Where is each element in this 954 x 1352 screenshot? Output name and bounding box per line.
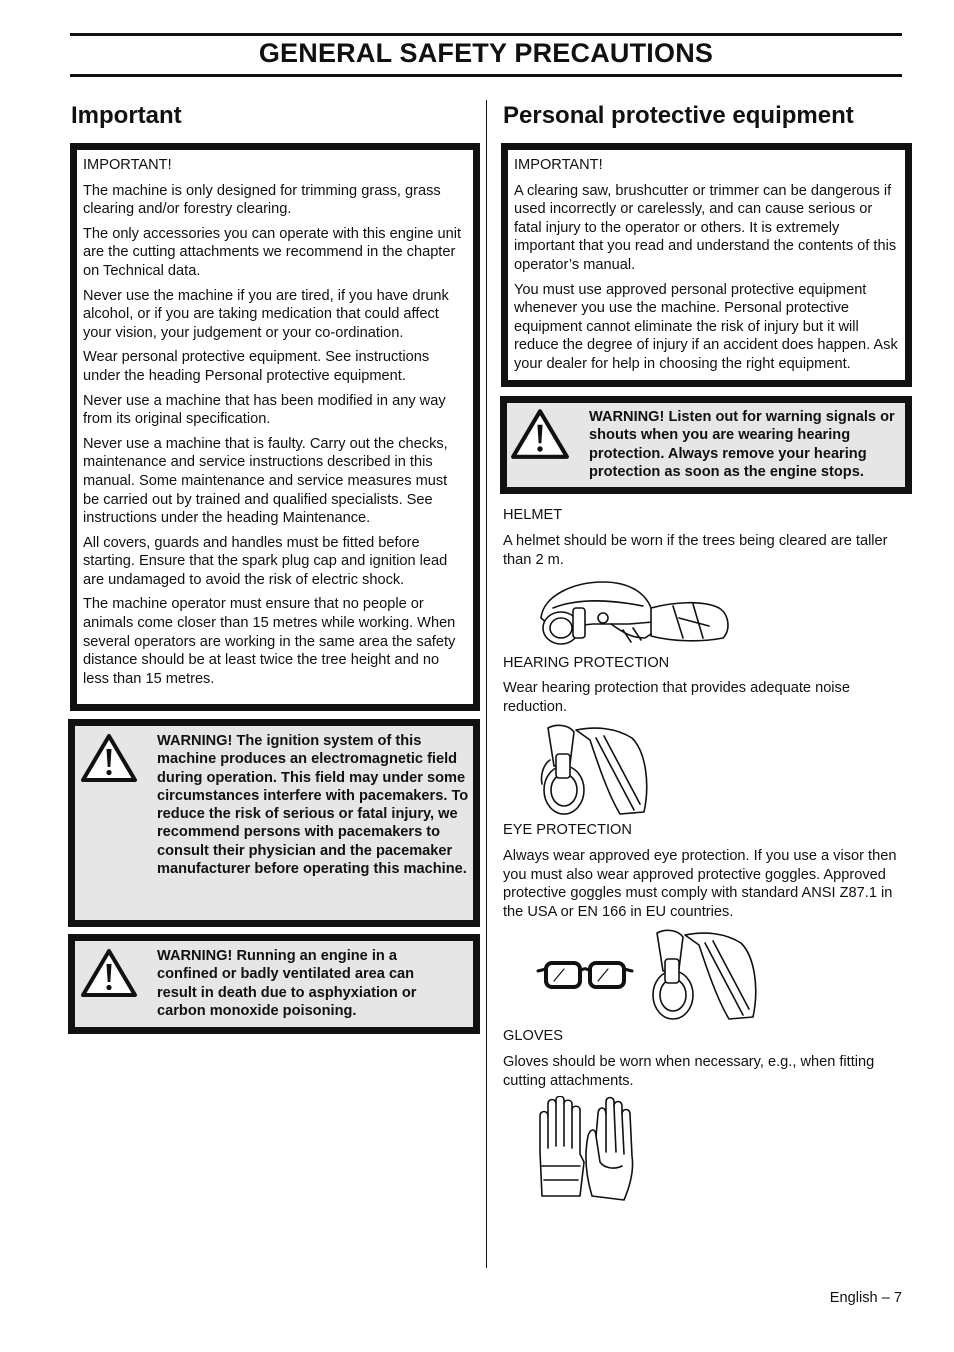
warning-box-pacemaker [68, 719, 480, 927]
warning-triangle-icon [80, 948, 138, 998]
ppe-text-gloves: Gloves should be worn when necessary, e.g., when fitting cutting attachments. [503, 1054, 875, 1089]
ppe-text-helmet: A helmet should be worn if the trees being cleared are taller than 2 m. [503, 533, 888, 568]
important-paragraph: All covers, guards and handles must be fitted before starting. Ensure that the spark plug cap and ignition lead are undamaged to avoid the risk of electric shock. [83, 534, 448, 588]
ppe-label-eye: EYE PROTECTION [503, 822, 632, 838]
ear-muffs-illustration [536, 724, 652, 818]
warning-text: WARNING! Running an engine in a confined or badly ventilated area can result in death due to asphyxiation or carbon monoxide poisoning. [157, 948, 417, 1019]
warning-box-ventilation [68, 934, 480, 1034]
important-box-left [70, 143, 480, 711]
warning-text: WARNING! Listen out for warning signals or shouts when you are wearing hearing protection. Always remove your hearing protection as soon as the engine stops. [589, 409, 895, 480]
important-paragraph: Never use a machine that has been modified in any way from its original specification. [83, 392, 446, 428]
important-label: IMPORTANT! [514, 157, 603, 173]
ppe-label-gloves: GLOVES [503, 1028, 564, 1044]
ppe-label-hearing: HEARING PROTECTION [503, 655, 670, 671]
ppe-text-eye: Always wear approved eye protection. If you use a visor then you must also wear approved protective goggles. Approved protective goggles must comply with standard ANSI Z87.1 in the USA or EN 166 in EU countries. [503, 848, 897, 920]
goggles-illustration [536, 957, 634, 993]
warning-triangle-icon [510, 408, 570, 460]
column-divider [486, 100, 487, 1268]
page-footer: English – 7 [829, 1290, 902, 1306]
header-bottom-rule [70, 74, 902, 77]
important-paragraph: The machine operator must ensure that no people or animals come closer than 15 metres while working. When several operators are working in the same area the safety distance should be at least twice the tree height and no less than 15 metres. [83, 596, 456, 687]
important-box-right [501, 143, 912, 387]
warning-box-hearing [500, 396, 912, 494]
page-title: GENERAL SAFETY PRECAUTIONS [258, 38, 714, 68]
section-heading-important: Important [71, 102, 182, 129]
important-paragraph: Never use a machine that is faulty. Carry out the checks, maintenance and service instructions described in this manual. Some maintenance and service measures must be carried out by trained and qualified specialists. See instructions under the heading Maintenance. [83, 435, 448, 527]
important-paragraph: You must use approved personal protective equipment whenever you use the machine. Personal protective equipment cannot eliminate the risk of injury but it will reduce the degree of injury if an accident does happen. Ask your dealer for help in choosing the right equipment. [514, 281, 898, 372]
gloves-illustration [534, 1096, 644, 1204]
important-paragraph: Never use the machine if you are tired, if you have drunk alcohol, or if you are taking medication that could affect your vision, your judgement or your co-ordination. [83, 287, 449, 341]
warning-triangle-icon [80, 733, 138, 783]
important-paragraph: The machine is only designed for trimming grass, grass clearing and/or forestry clearing. [83, 182, 441, 218]
warning-text: WARNING! The ignition system of this machine produces an electromagnetic field during operation. This field may under some circumstances interfere with pacemakers. To reduce the risk of serious or fatal injury, we recommend persons with pacemakers to consult their physician and the pacemaker manufacturer before operating this machine. [157, 733, 469, 878]
important-label: IMPORTANT! [83, 157, 172, 173]
ppe-label-helmet: HELMET [503, 507, 563, 523]
section-heading-ppe: Personal protective equipment [503, 102, 854, 129]
ppe-text-hearing: Wear hearing protection that provides adequate noise reduction. [503, 680, 850, 715]
visor-illustration [645, 928, 761, 1024]
helmet-illustration [533, 578, 735, 648]
important-paragraph: A clearing saw, brushcutter or trimmer can be dangerous if used incorrectly or carelessly, and can cause serious or fatal injury to the operator or others. It is extremely important that you read and understand the contents of this operator’s manual. [514, 182, 897, 273]
important-paragraph: Wear personal protective equipment. See instructions under the heading Personal protective equipment. [83, 349, 430, 384]
important-paragraph: The only accessories you can operate with this engine unit are the cutting attachments we recommend in the chapter on Technical data. [83, 225, 462, 279]
